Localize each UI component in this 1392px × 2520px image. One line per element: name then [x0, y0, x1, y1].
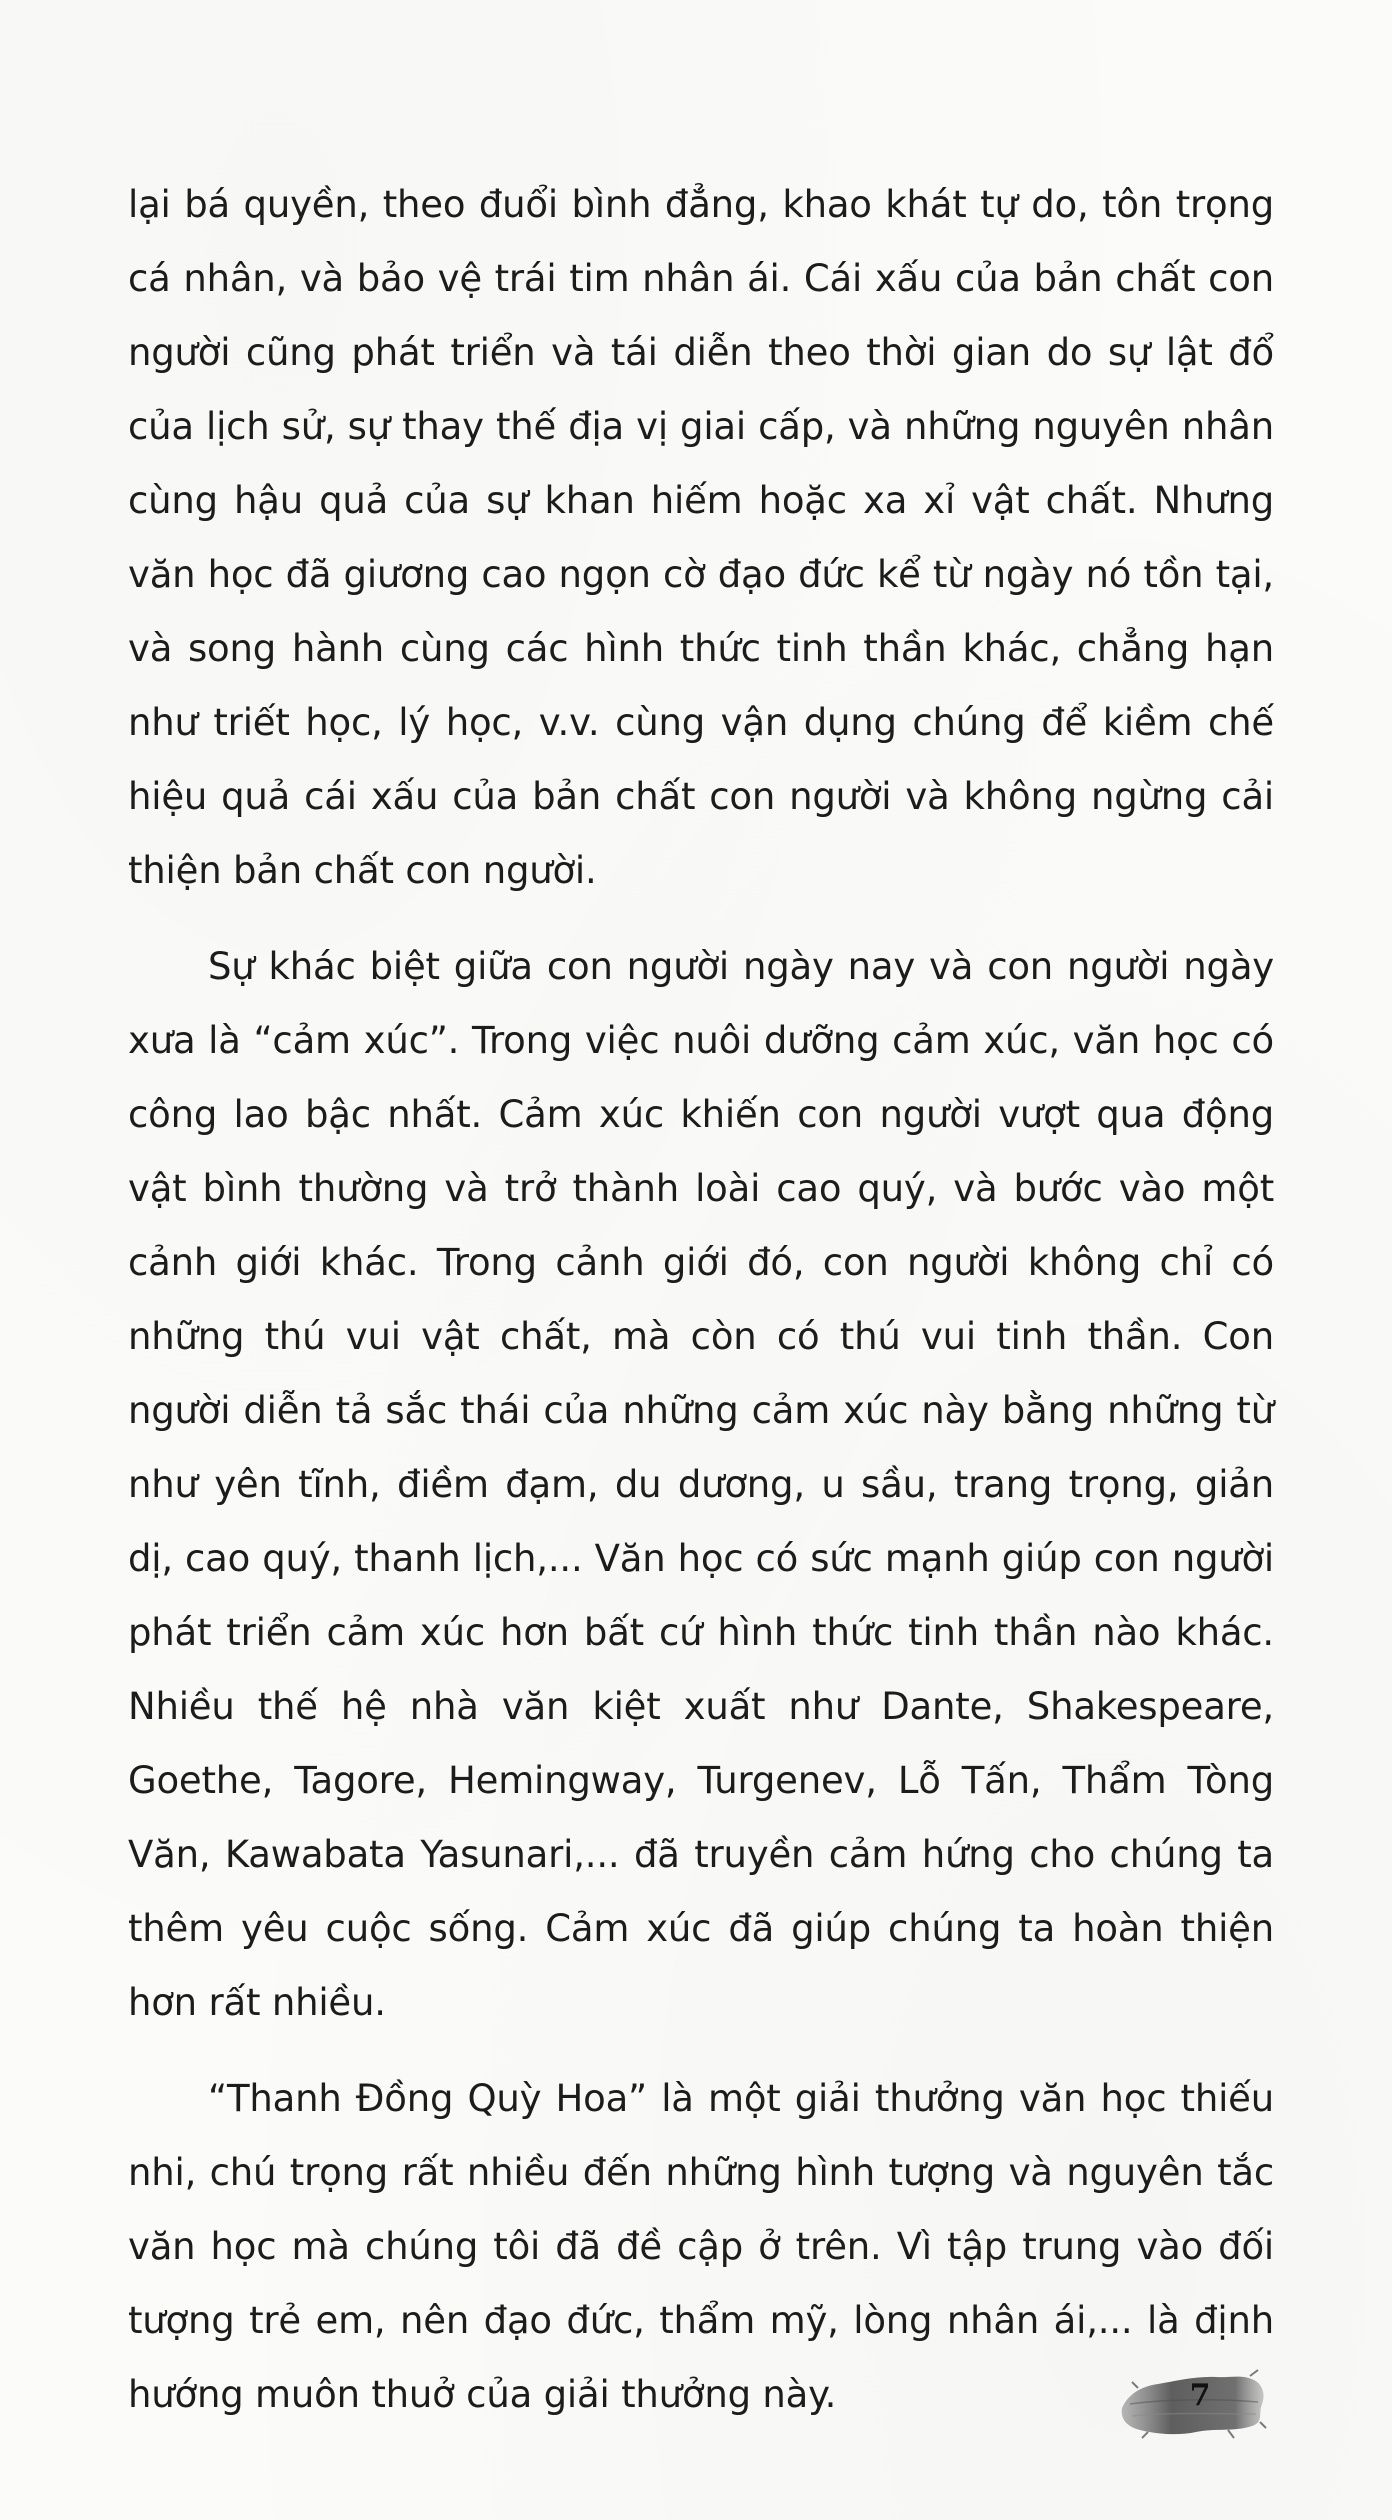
paragraph-3: “Thanh Đồng Quỳ Hoa” là một giải thưởng văn học thiếu nhi, chú trọng rất nhiều đến những hình tượng và nguyên tắc văn học mà chúng tôi đã đề cập ở trên. Vì tập trung vào đối tượng trẻ em, nên đạo đức, thẩm mỹ, lòng nhân ái,... là định hướng muôn thuở của giải thưởng này. [128, 2077, 1274, 2416]
paragraph-2: Sự khác biệt giữa con người ngày nay và con người ngày xưa là “cảm xúc”. Trong việc nuôi dưỡng cảm xúc, văn học có công lao bậc nhất. Cảm xúc khiến con người vượt qua động vật bình thường và trở thành loài cao quý, và bước vào một cảnh giới khác. Trong cảnh giới đó, con người không chỉ có những thú vui vật chất, mà còn có thú vui tinh thần. Con người diễn tả sắc thái của những cảm xúc này bằng những từ như yên tĩnh, điềm đạm, du dương, u sầu, trang trọng, giản dị, cao quý, thanh lịch,... Văn học có sức mạnh giúp con người phát triển cảm xúc hơn bất cứ hình thức tinh thần nào khác. Nhiều thế hệ nhà văn kiệt xuất như Dante, Shakespeare, Goethe, Tagore, Hemingway, Turgenev, Lỗ Tấn, Thẩm Tòng Văn, Kawabata Yasunari,... đã truyền cảm hứng cho chúng ta thêm yêu cuộc sống. Cảm xúc đã giúp chúng ta hoàn thiện hơn rất nhiều. [128, 945, 1274, 2024]
body-text [128, 168, 1274, 2432]
page-number: 7 [1189, 2378, 1211, 2413]
page-number-badge [1118, 2364, 1268, 2444]
paragraph-1: lại bá quyền, theo đuổi bình đẳng, khao khát tự do, tôn trọng cá nhân, và bảo vệ trái tim nhân ái. Cái xấu của bản chất con người cũng phát triển và tái diễn theo thời gian do sự lật đổ của lịch sử, sự thay thế địa vị giai cấp, và những nguyên nhân cùng hậu quả của sự khan hiếm hoặc xa xỉ vật chất. Nhưng văn học đã giương cao ngọn cờ đạo đức kể từ ngày nó tồn tại, và song hành cùng các hình thức tinh thần khác, chẳng hạn như triết học, lý học, v.v. cùng vận dụng chúng để kiềm chế hiệu quả cái xấu của bản chất con người và không ngừng cải thiện bản chất con người. [128, 183, 1274, 892]
